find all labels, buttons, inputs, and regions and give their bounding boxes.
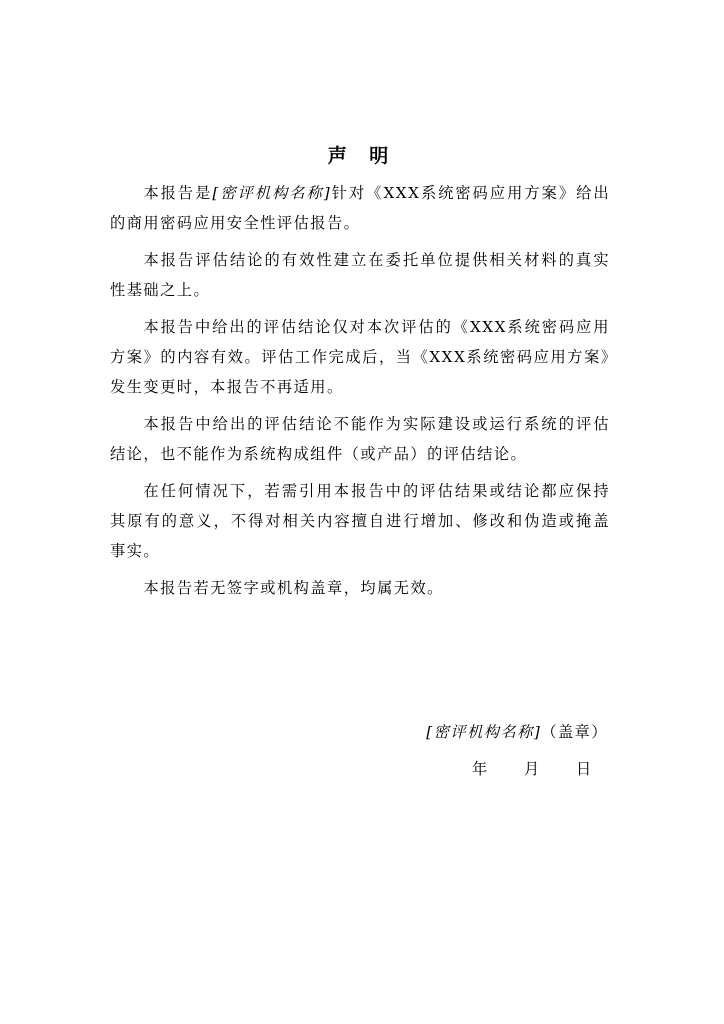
paragraph-1-prefix: 本报告是 xyxy=(143,184,213,202)
date-line xyxy=(472,754,591,784)
org-name-placeholder: [密评机构名称] xyxy=(212,184,332,202)
paragraph-1-suffix: 针对《XXX系统密码应用方案》给出的商用密码应用安全性评估报告。 xyxy=(110,184,611,232)
paragraph-4: 本报告中给出的评估结论不能作为实际建设或运行系统的评估结论，也不能作为系统构成组件（或产品）的评估结论。 xyxy=(110,415,610,463)
paragraph-3: 本报告中给出的评估结论仅对本次评估的《XXX系统密码应用方案》的内容有效。评估工作完成后，当《XXX系统密码应用方案》发生变更时，本报告不再适用。 xyxy=(110,318,610,396)
signature-org-name: [密评机构名称] xyxy=(426,723,542,741)
paragraph-6: 本报告若无签字或机构盖章，均属无效。 xyxy=(143,579,444,597)
page-title: 声 明 xyxy=(327,145,397,167)
paragraph-2: 本报告评估结论的有效性建立在委托单位提供相关材料的真实性基础之上。 xyxy=(110,251,610,299)
statement-body xyxy=(110,178,610,610)
stamp-label: （盖章） xyxy=(541,723,608,741)
date-month: 月 xyxy=(524,760,540,778)
signature-line xyxy=(426,717,608,747)
paragraph-1 xyxy=(110,178,610,238)
paragraph-5: 在任何情况下，若需引用本报告中的评估结果或结论都应保持其原有的意义，不得对相关内容擅自进行增加、修改和伪造或掩盖事实。 xyxy=(110,482,610,560)
date-year: 年 xyxy=(472,760,488,778)
date-day: 日 xyxy=(576,760,592,778)
